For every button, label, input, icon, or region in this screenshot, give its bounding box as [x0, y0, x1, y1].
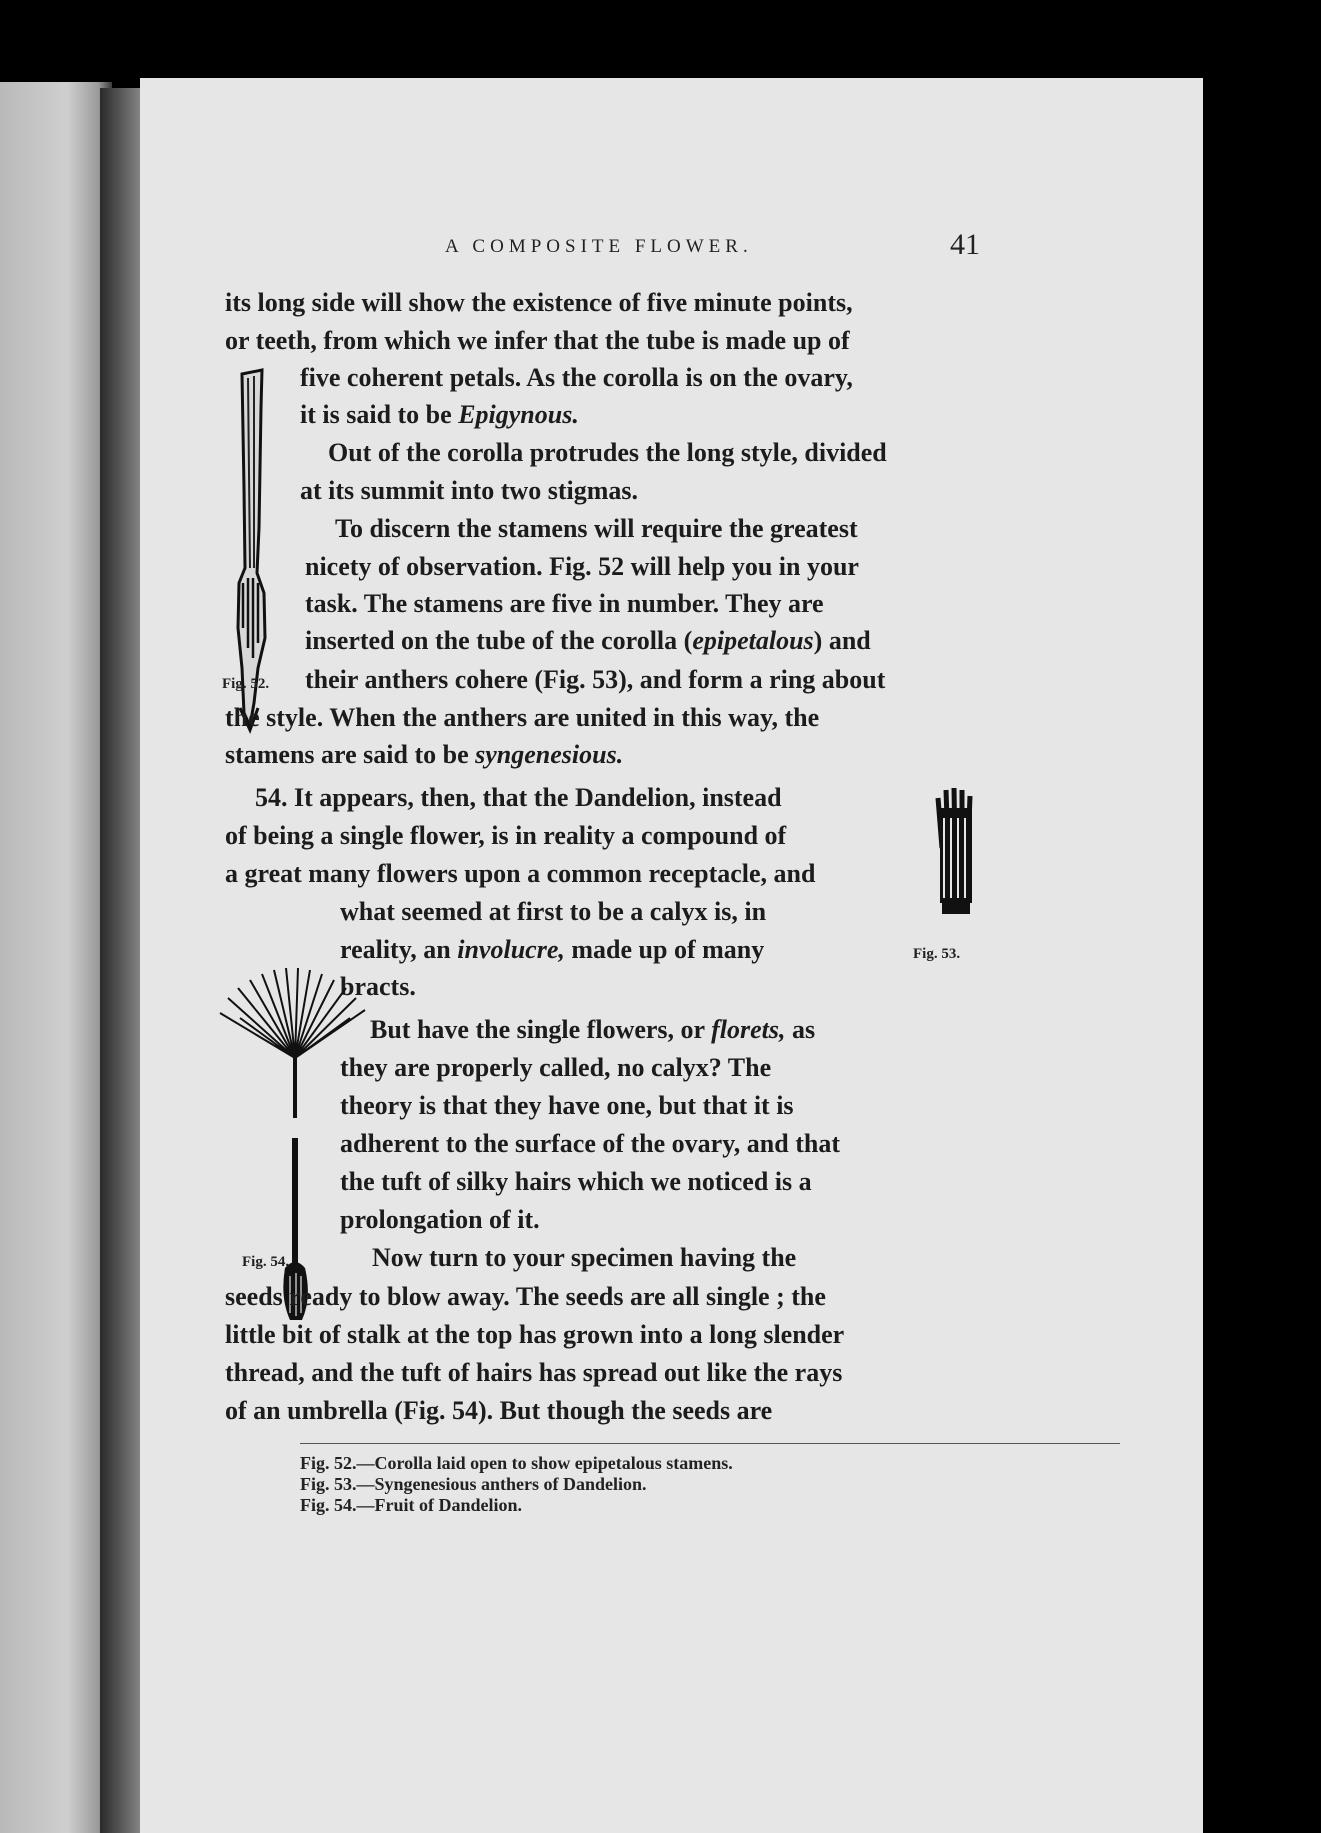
term-involucre: involucre, — [457, 935, 565, 964]
term-florets: florets, — [711, 1015, 786, 1044]
fig52-label: Fig. 52. — [222, 676, 270, 692]
body-line: seeds ready to blow away. The seeds are all single ; the — [225, 1282, 826, 1311]
body-line-florets: But have the single flowers, or florets, as — [370, 1015, 816, 1044]
page-number: 41 — [950, 228, 980, 261]
facing-page-edge — [0, 82, 112, 1833]
body-line: prolongation of it. — [340, 1205, 540, 1234]
figure-caption: Fig. 52.—Corolla laid open to show epipetalous stamens. — [300, 1453, 733, 1473]
figure-caption: Fig. 54.—Fruit of Dandelion. — [300, 1495, 523, 1515]
figure-caption: Fig. 53.—Syngenesious anthers of Dandelion. — [300, 1474, 647, 1494]
body-line: of an umbrella (Fig. 54). But though the seeds are — [225, 1396, 773, 1425]
body-line: the tuft of silky hairs which we noticed is a — [340, 1167, 812, 1196]
body-line: the style. When the anthers are united in this way, the — [225, 703, 820, 732]
body-line: or teeth, from which we infer that the tube is made up of — [225, 326, 850, 355]
body-line: five coherent petals. As the corolla is on the ovary, — [300, 363, 853, 392]
body-line: little bit of stalk at the top has grown into a long slender — [225, 1320, 845, 1349]
body-line: To discern the stamens will require the greatest — [335, 514, 858, 543]
body-line-epigynous: it is said to be Epigynous. — [300, 400, 579, 429]
body-line: Now turn to your specimen having the — [372, 1243, 797, 1272]
body-line: they are properly called, no calyx? The — [340, 1053, 772, 1082]
term-epipetalous: epipetalous — [692, 626, 814, 655]
fig54-label: Fig. 54. — [242, 1254, 290, 1270]
body-line-syngenesious: stamens are said to be syngenesious. — [225, 740, 624, 769]
body-line-involucre: reality, an involucre, made up of many — [340, 935, 765, 964]
book-page — [140, 78, 1203, 1833]
fig53-label: Fig. 53. — [913, 946, 961, 962]
fig53-anthers-illustration — [926, 788, 986, 918]
term-epigynous: Epigynous. — [458, 400, 579, 429]
term-syngenesious: syngenesious. — [475, 740, 624, 769]
footnote-rule — [300, 1443, 1120, 1444]
body-line: bracts. — [340, 972, 416, 1001]
body-line: 54. It appears, then, that the Dandelion, instead — [255, 783, 782, 812]
body-line: of being a single flower, is in reality a compound of — [225, 821, 787, 850]
body-line: its long side will show the existence of five minute points, — [225, 288, 853, 317]
body-line: at its summit into two stigmas. — [300, 476, 638, 505]
body-line: nicety of observation. Fig. 52 will help you in your — [305, 552, 859, 581]
body-line: a great many flowers upon a common receptacle, and — [225, 859, 816, 888]
body-line: adherent to the surface of the ovary, and that — [340, 1129, 840, 1158]
body-line: what seemed at first to be a calyx is, in — [340, 897, 767, 926]
running-head — [140, 228, 1203, 276]
body-line-epipetalous: inserted on the tube of the corolla (epipetalous) and — [305, 626, 871, 655]
book-gutter — [100, 88, 144, 1833]
body-line: task. The stamens are five in number. They are — [305, 589, 824, 618]
body-line: theory is that they have one, but that it is — [340, 1091, 794, 1120]
body-line: their anthers cohere (Fig. 53), and form a ring about — [305, 665, 886, 694]
body-line: thread, and the tuft of hairs has spread out like the rays — [225, 1358, 843, 1387]
body-line: Out of the corolla protrudes the long style, divided — [328, 438, 887, 467]
running-title: A COMPOSITE FLOWER. — [445, 236, 753, 257]
